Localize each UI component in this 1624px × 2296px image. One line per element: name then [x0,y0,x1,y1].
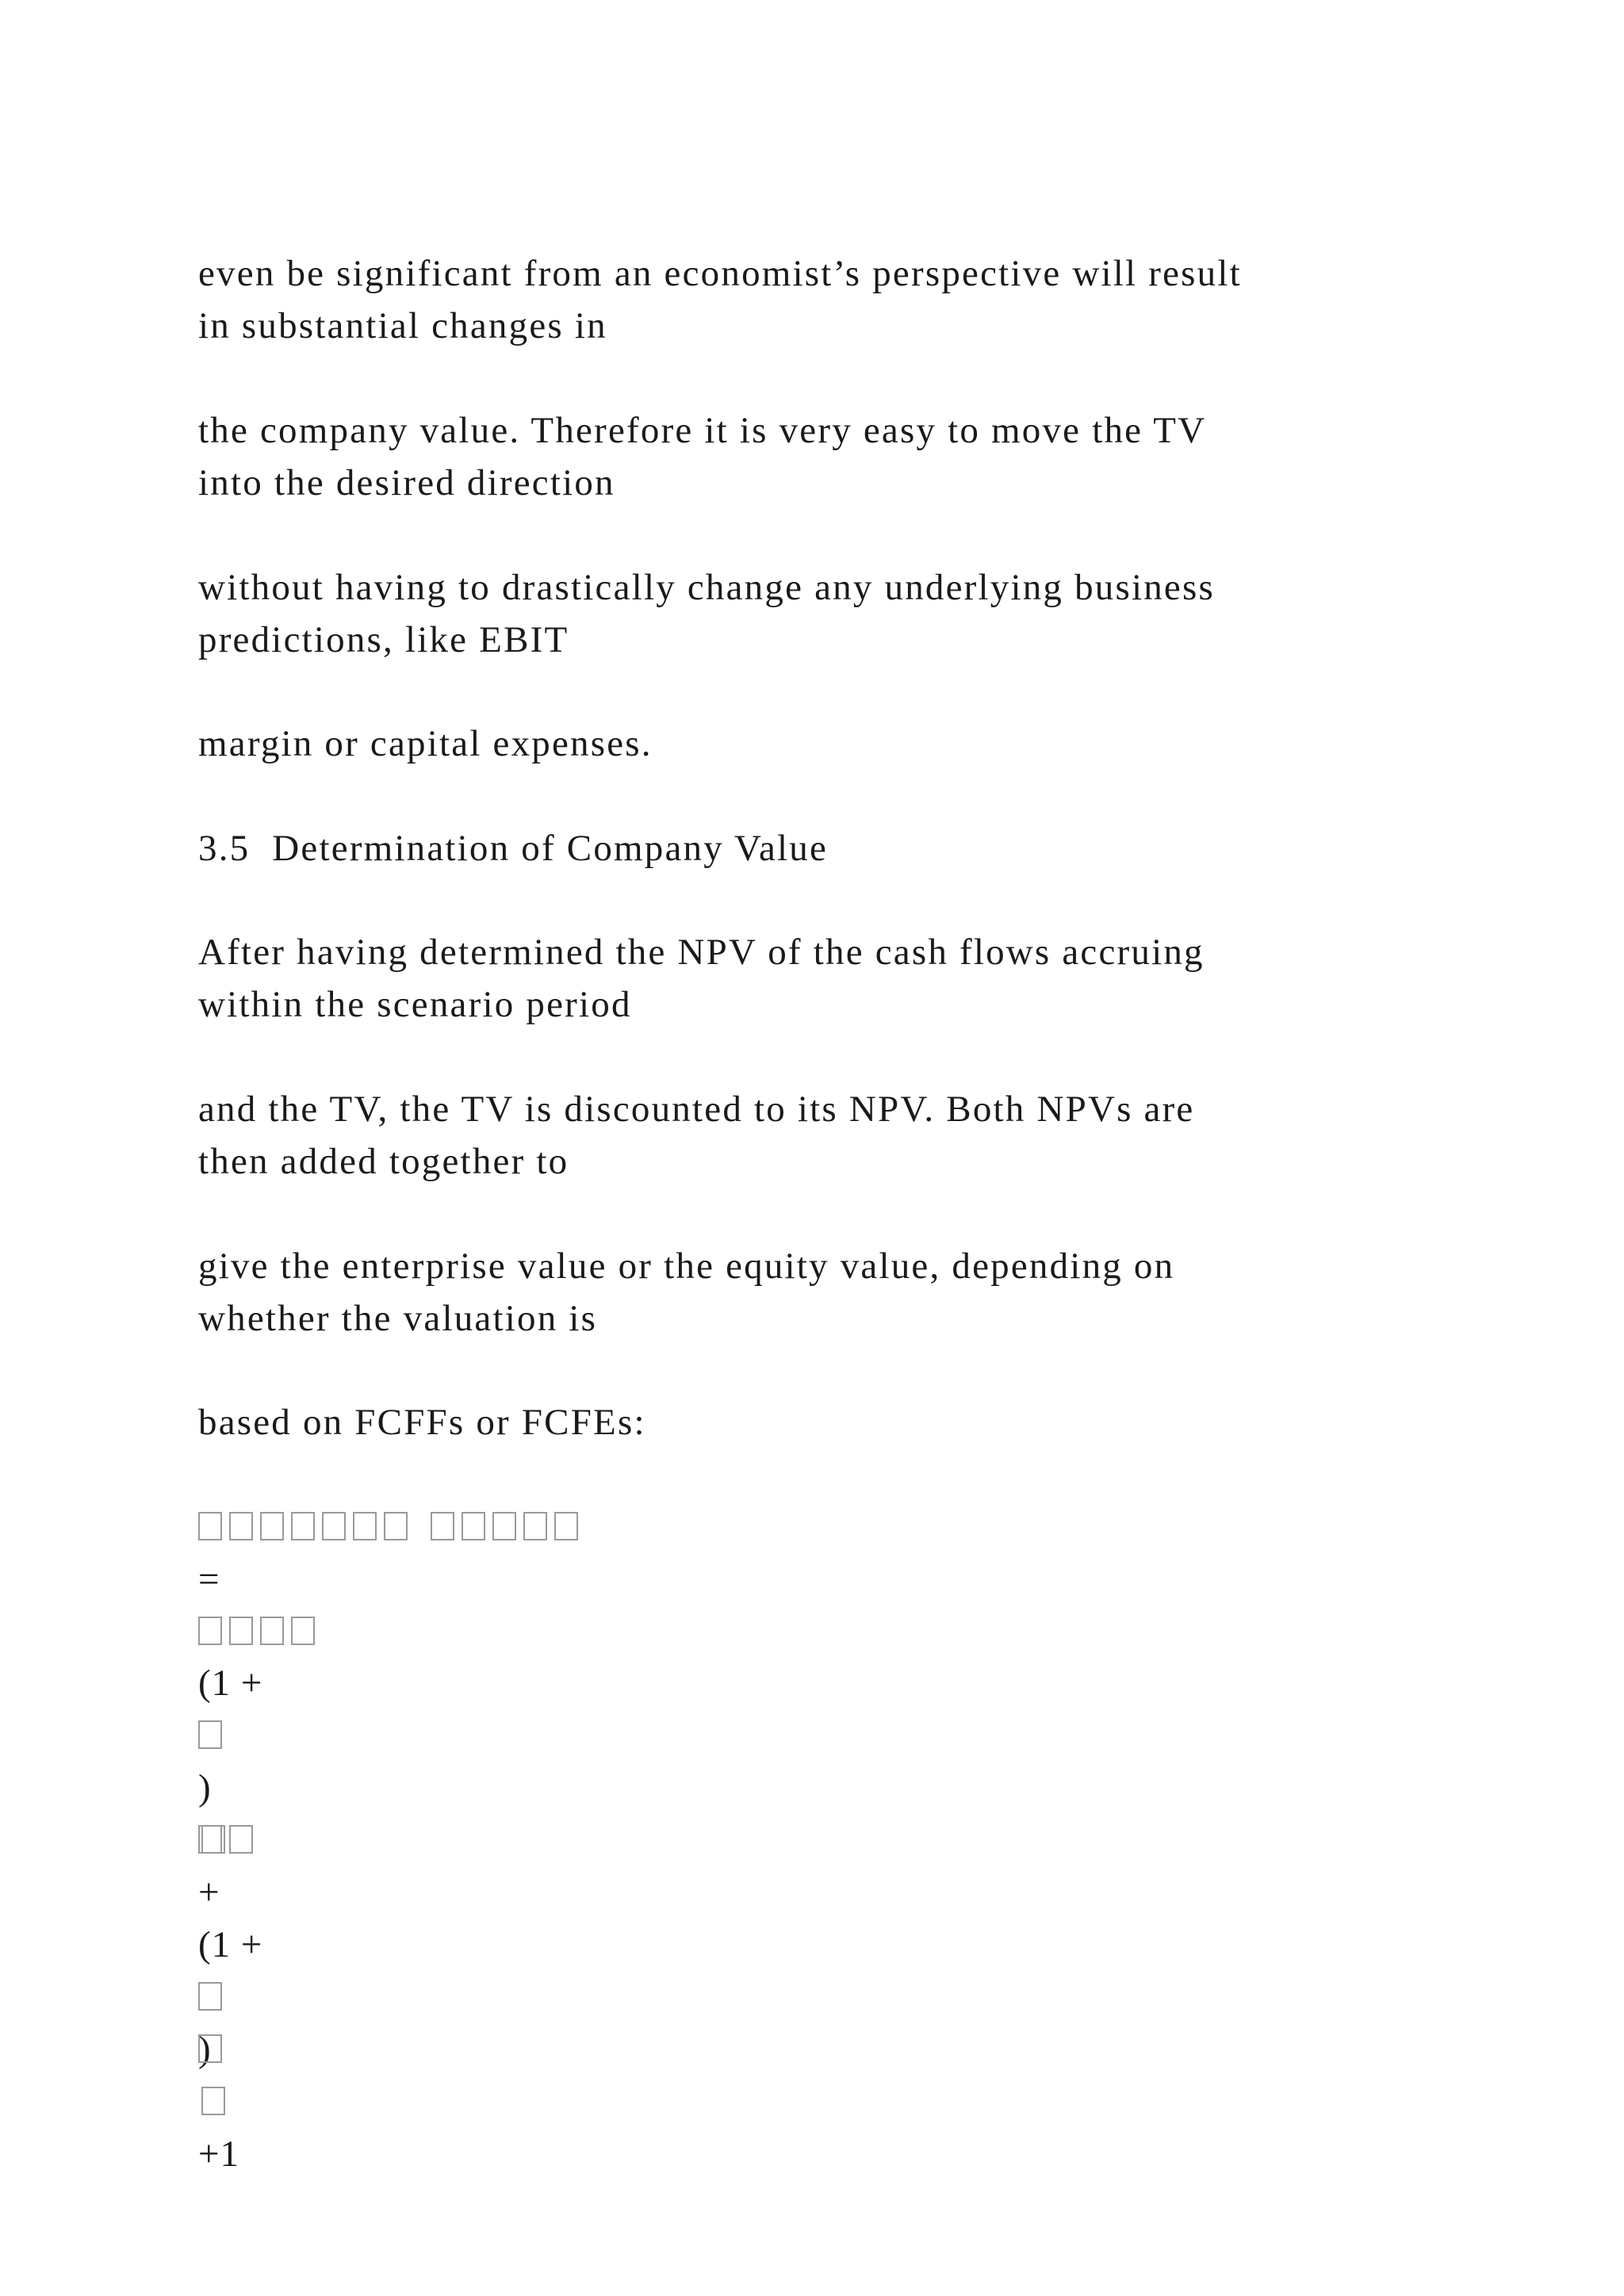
missing-glyph-box [353,1512,377,1540]
missing-glyph-box [229,1512,253,1540]
missing-glyph-box [291,1617,315,1645]
equation-trailing [198,2023,1507,2076]
paragraph-6 [198,1083,1507,1188]
section-heading-text: 3.5 Determination of Company Value [198,828,829,869]
equation-lhs [198,1501,1507,1605]
missing-glyph-box [260,1512,284,1540]
equation-line-3 [198,1814,1507,1866]
equation-numerator [198,1605,1507,1658]
paragraph-8 [198,1396,1507,1448]
missing-glyph-box [523,1512,547,1540]
equation-line-2 [198,1657,1507,1919]
denominator-open: (1 + [198,1924,274,1965]
exponent-plus-one: +1 [198,2133,240,2175]
paragraph-7-line-2: whether the valuation is [198,1298,598,1339]
plus-sign: + [198,1872,220,1913]
missing-glyph-box [198,1617,222,1645]
missing-glyph-box [492,1512,516,1540]
missing-glyph-box [554,1512,578,1540]
section-heading [198,822,1507,874]
missing-glyph-box [198,1982,222,2011]
paragraph-4-line-1: margin or capital expenses. [198,723,653,764]
paragraph-8-line-1: based on FCFFs or FCFEs: [198,1402,646,1443]
missing-glyph-box [229,1825,253,1854]
equation-line-1 [198,1501,1507,1658]
paragraph-7-line-1: give the enterprise value or the equity value, depending on [198,1246,1175,1287]
paragraph-5 [198,926,1507,1031]
missing-glyph-box [260,1617,284,1645]
denominator-open: (1 + [198,1663,274,1704]
paragraph-3-line-1: without having to drastically change any underlying business [198,567,1215,608]
equation-line-5 [198,2023,1507,2076]
paragraph-4 [198,718,1507,770]
missing-glyph-box [198,1720,222,1749]
missing-glyph-box [384,1512,408,1540]
paragraph-1-line-1: even be significant from an economist’s perspective will result [198,253,1242,294]
paragraph-2-line-1: the company value. Therefore it is very easy to move the TV [198,410,1207,451]
denominator-close: ) [198,2029,212,2070]
missing-glyph-box [201,2087,225,2115]
paragraph-1-line-2: in substantial changes in [198,305,607,346]
paragraph-6-line-2: then added together to [198,1141,569,1182]
paragraph-5-line-1: After having determined the NPV of the cash flows accruing [198,932,1205,973]
denominator-close: ) [198,1767,212,1808]
missing-glyph-box [229,1617,253,1645]
missing-glyph-box [198,1825,222,1854]
paragraph-2-line-2: into the desired direction [198,462,615,503]
paragraph-7 [198,1240,1507,1345]
paragraph-1 [198,247,1507,352]
paragraph-3-line-2: predictions, like EBIT [198,619,569,660]
paragraph-2 [198,404,1507,509]
paragraph-3 [198,561,1507,666]
missing-glyph-box [431,1512,454,1540]
missing-glyph-box [198,2034,222,2063]
equation-tv-numerator [198,1814,1507,1866]
equals-sign: = [198,1559,220,1600]
missing-glyph-box [462,1512,485,1540]
paragraph-6-line-1: and the TV, the TV is discounted to its NPV. Both NPVs are [198,1089,1195,1130]
missing-glyph-box [198,1512,222,1540]
paragraph-5-line-2: within the scenario period [198,984,632,1025]
missing-glyph-box [322,1512,346,1540]
missing-glyph-box [291,1512,315,1540]
